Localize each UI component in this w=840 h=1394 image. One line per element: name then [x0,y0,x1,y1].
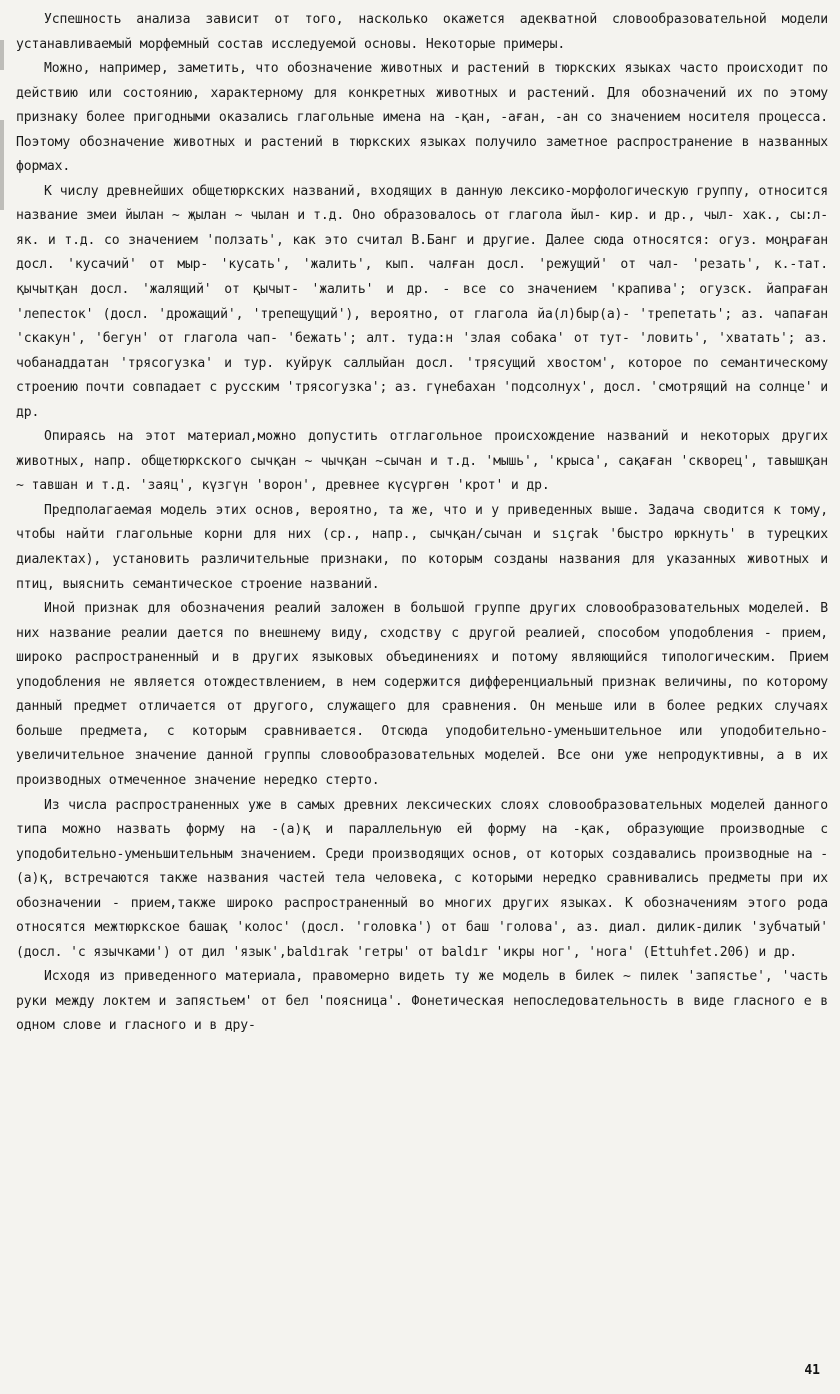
paragraph-diminutive-forms: Из числа распространенных уже в самых древних лексических слоях словообразовательных моделей данного типа можно назвать форму на -(а)қ и параллельную ей форму на -қак, образующие производные с уподобительно-уменьшительным значением. Среди производящих основ, от которых создавались производные на -(а)қ, встречаются также названия частей тела человека, с которыми нередко сравнивались предметы при их обозначении - прием,также широко распространенный во многих других языках. К обозначениям этого рода относятся межтюркское башақ 'колос' (досл. 'головка') от баш 'голова', аз. диал. дилик-дилик 'зубчатый' (досл. 'с язычками') от дил 'язык',baldırak 'гетры' от baldır 'икры ног', 'нога' (Ettuhfet.206) и др. [16,797,828,960]
document-page [16,8,828,1378]
paragraph-animals-plants: Можно, например, заметить, что обозначение животных и растений в тюркских языках часто происходит по действию или состоянию, характерному для конкретных животных и растений. Для обозначений их по этому признаку более пригодными оказались глагольные имена на -қан, -аған, -ан со значением носителя процесса. Поэтому обозначение животных и растений в тюркских языках получило заметное распространение в названных формах. [16,61,828,175]
scan-artifact [0,120,4,210]
page-number: 41 [804,1363,820,1378]
paragraph-analysis-success: Успешность анализа зависит от того, насколько окажется адекватной словообразовательной модели устанавливаемый морфемный состав исследуемой основы. Некоторые примеры. [16,12,828,52]
paragraph-ancient-names: К числу древнейших общетюркских названий, входящих в данную лексико-морфологическую группу, относится название змеи йылан ~ җылан ~ чылан и т.д. Оно образовалось от глагола йыл- кир. и др., чыл- хак., сы:л- як. и т.д. со значением 'ползать', как это считал В.Банг и другие. Далее сюда относятся: огуз. моңраған досл. 'кусачий' от мыр- 'кусать', 'жалить', кып. чалған досл. 'режущий' от чал- 'резать', к.-тат. қычытқан досл. 'жалящий' от қычыт- 'жалить' и др. - все со значением 'крапива'; огузск. йапраған 'лепесток' (досл. 'дрожащий', 'трепещущий'), вероятно, от глагола йа(л)быр(а)- 'трепетать'; аз. чапаған 'скакун', 'бегун' от глагола чап- 'бежать'; алт. туда:н 'злая собака' от тут- 'ловить', 'хватать'; аз. чобанаддатан 'трясогузка' и тур. куйрук саллыйан досл. 'трясущий хвостом', которое по семантическому строению почти совпадает с русским 'трясогузка'; аз. гүнебахан 'подсолнух', досл. 'смотрящий на солнце' и др. [16,183,828,420]
paragraph-bilek-pilek: Исходя из приведенного материала, правомерно видеть ту же модель в билек ~ пилек 'запястье', 'часть руки между локтем и запястьем' от бел 'поясница'. Фонетическая непоследовательность в виде гласного е в одном слове и гласного и в дру- [16,969,828,1034]
paragraph-model-hypothesis: Предполагаемая модель этих основ, вероятно, та же, что и у приведенных выше. Задача сводится к тому, чтобы найти глагольные корни для них (ср., напр., сычқан/сычан и sıçrak 'быстро юркнуть' в турецких диалектах), установить различительные признаки, по которым созданы названия для указанных животных и птиц, выяснить семантическое строение названий. [16,502,828,592]
scan-artifact [0,40,4,70]
paragraph-other-animals: Опираясь на этот материал,можно допустить отглагольное происхождение названий и некоторых других животных, напр. общетюркского сычқан ~ чычқан ~сычан и т.д. 'мышь', 'крыса', сақаған 'скворец', тавышқан ~ тавшан и т.д. 'заяц', күзгүн 'ворон', древнее күсүргөн 'крот' и др. [16,429,828,494]
paragraph-resemblance: Иной признак для обозначения реалий заложен в большой группе других словообразовательных моделей. В них название реалии дается по внешнему виду, сходству с другой реалией, способом уподобления - прием, широко распространенный и в других языковых объединениях и потому являющийся типологическим. Прием уподобления не является отождествлением, в нем содержится дифференциальный признак величины, по которому данный предмет отличается от другого, служащего для сравнения. Он меньше или в более редких случаях больше предмета, с которым сравнивается. Отсюда уподобительно-уменьшительное или уподобительно-увеличительное значение данной группы словообразовательных моделей. Все они уже непродуктивны, а в их производных отмеченное значение нередко стерто. [16,601,828,788]
